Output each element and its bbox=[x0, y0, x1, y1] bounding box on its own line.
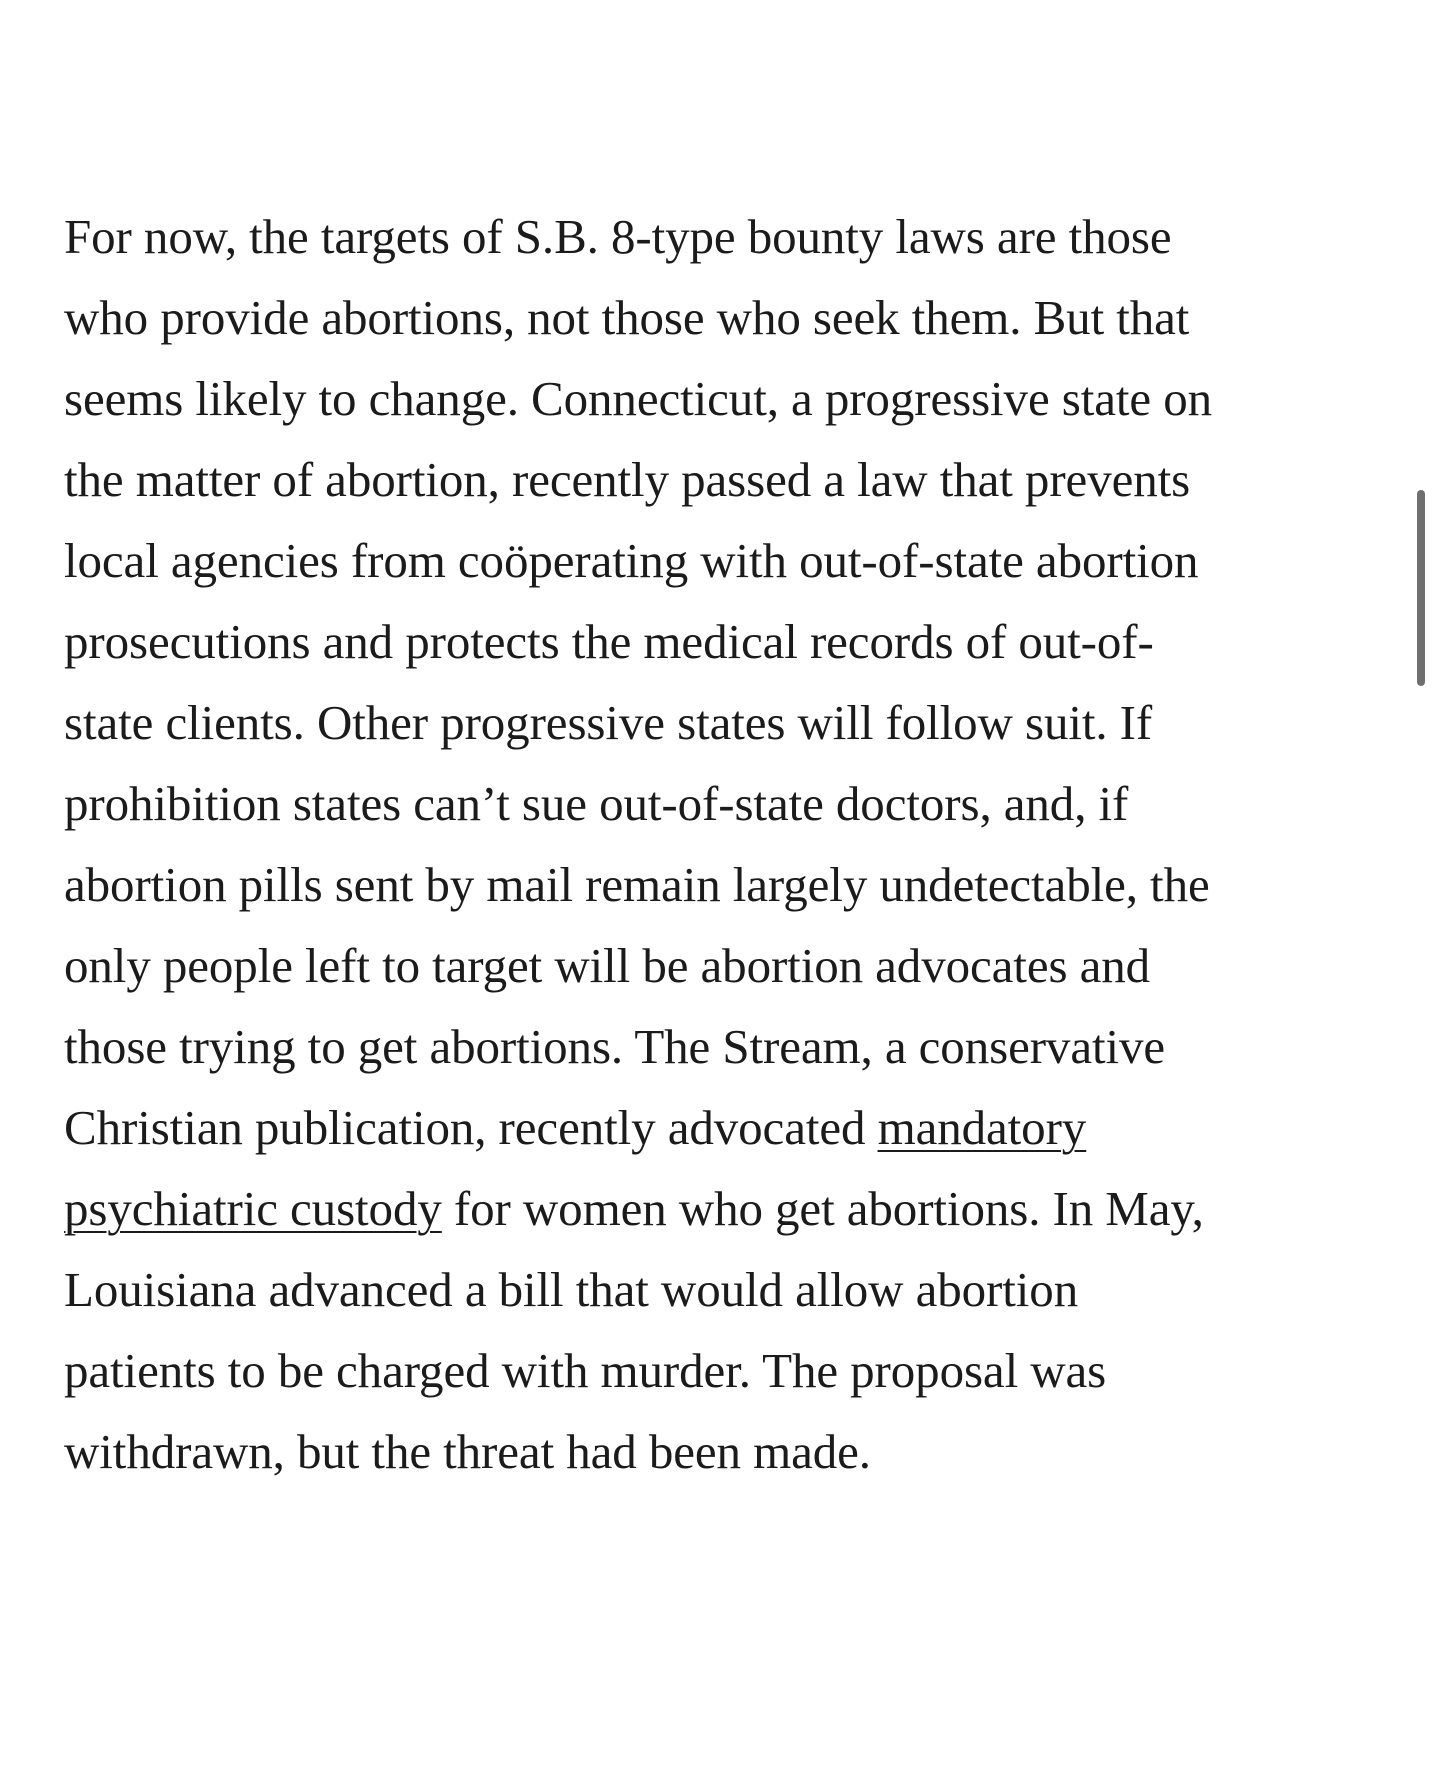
article-line-13 bbox=[64, 1168, 1354, 1249]
article-line-4: the matter of abortion, recently passed a law that prevents bbox=[64, 452, 1191, 507]
article-line-11: those trying to get abortions. The Stream, a conservative bbox=[64, 1019, 1166, 1074]
article-paragraph bbox=[64, 196, 1354, 1492]
article-line-14: Louisiana advanced a bill that would allow abortion bbox=[64, 1262, 1079, 1317]
article-line-7: state clients. Other progressive states will follow suit. If bbox=[64, 695, 1153, 750]
article-line-9: abortion pills sent by mail remain largely undetectable, the bbox=[64, 857, 1210, 912]
article-line-5: local agencies from coöperating with out-of-state abortion bbox=[64, 533, 1199, 588]
article-line-16: withdrawn, but the threat had been made. bbox=[64, 1424, 871, 1479]
article-line-3: seems likely to change. Connecticut, a progressive state on bbox=[64, 371, 1212, 426]
article-line-15: patients to be charged with murder. The proposal was bbox=[64, 1343, 1107, 1398]
article-line-13-text: for women who get abortions. In May, bbox=[441, 1181, 1204, 1236]
article-line-2: who provide abortions, not those who seek them. But that bbox=[64, 290, 1190, 345]
article-line-10: only people left to target will be abortion advocates and bbox=[64, 938, 1151, 993]
article-line-12-text: Christian publication, recently advocated bbox=[64, 1100, 878, 1155]
vertical-scrollbar-thumb[interactable] bbox=[1417, 490, 1425, 686]
mandatory-psychiatric-custody-link-part-2[interactable]: psychiatric custody bbox=[64, 1181, 442, 1236]
mandatory-psychiatric-custody-link-part-1[interactable]: mandatory bbox=[877, 1100, 1087, 1155]
article-line-8: prohibition states can’t sue out-of-state doctors, and, if bbox=[64, 776, 1129, 831]
article-line-6: prosecutions and protects the medical records of out-of- bbox=[64, 614, 1154, 669]
article-line-1: For now, the targets of S.B. 8-type bounty laws are those bbox=[64, 209, 1172, 264]
article-line-12 bbox=[64, 1087, 1354, 1168]
